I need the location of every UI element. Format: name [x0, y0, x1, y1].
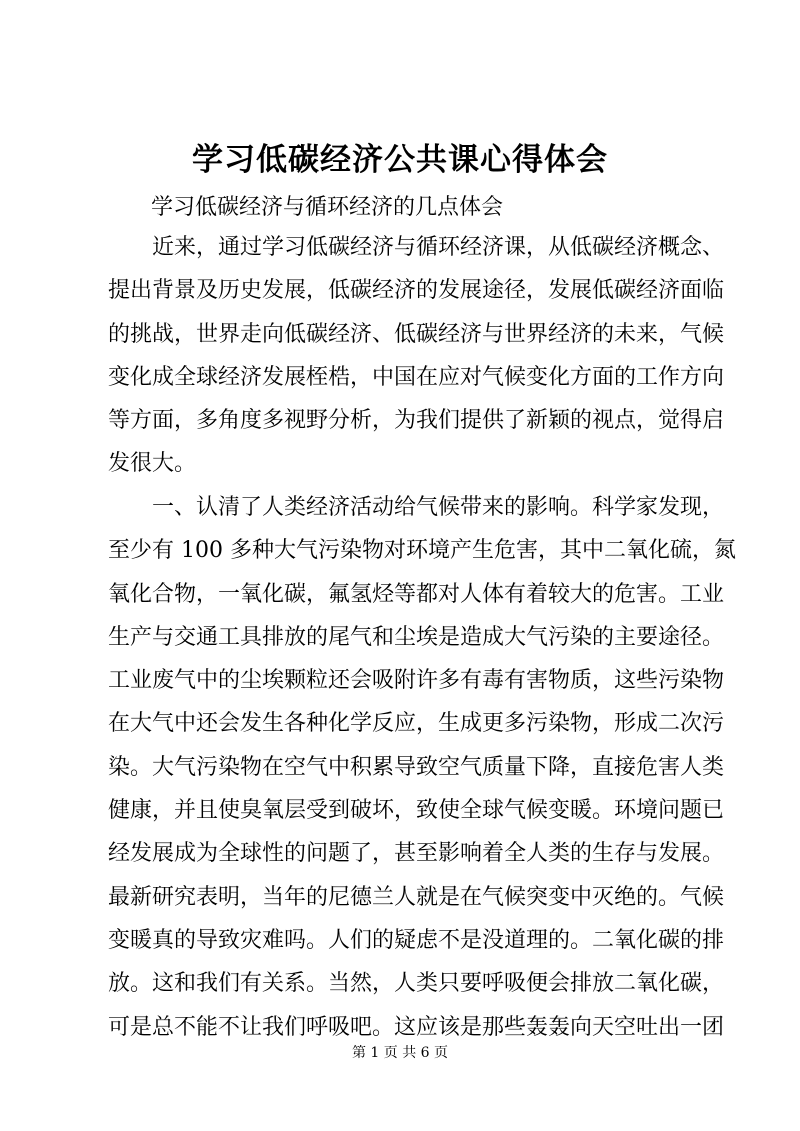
text-line: 氧化合物，一氧化碳，氟氢烃等都对人体有着较大的危害。工业	[108, 581, 725, 607]
paragraph-section-one	[108, 486, 736, 1049]
text-line: 提出背景及历史发展，低碳经济的发展途径，发展低碳经济面临	[108, 278, 725, 304]
text-line: 变暖真的导致灾难吗。人们的疑虑不是没道理的。二氧化碳的排	[108, 927, 725, 953]
text-line: 在大气中还会发生各种化学反应，生成更多污染物，形成二次污	[108, 711, 725, 737]
text-line: 经发展成为全球性的问题了，甚至影响着全人类的生存与发展。	[108, 841, 725, 867]
text-line: 生产与交通工具排放的尾气和尘埃是造成大气污染的主要途径。	[108, 624, 725, 650]
page-footer: 第 1 页 共 6 页	[351, 1045, 449, 1061]
text-line: 最新研究表明，当年的尼德兰人就是在气候突变中灭绝的。气候	[108, 884, 725, 910]
text-line: 可是总不能不让我们呼吸吧。这应该是那些轰轰向天空吐出一团	[108, 1014, 725, 1040]
paragraph-intro	[108, 226, 725, 486]
text-line: 工业废气中的尘埃颗粒还会吸附许多有毒有害物质，这些污染物	[108, 668, 725, 694]
text-line: 一、认清了人类经济活动给气候带来的影响。科学家发现，	[108, 495, 725, 520]
text-line: 变化成全球经济发展桎梏，中国在应对气候变化方面的工作方向	[108, 364, 725, 390]
document-subtitle: 学习低碳经济与循环经济的几点体会	[151, 195, 504, 220]
text-line: 的挑战，世界走向低碳经济、低碳经济与世界经济的未来，气候	[108, 321, 725, 347]
text-line: 发很大。	[108, 451, 197, 477]
document-title: 学习低碳经济公共课心得体会	[192, 142, 608, 178]
text-line: 健康，并且使臭氧层受到破坏，致使全球气候变暖。环境问题已	[108, 798, 725, 824]
text-line: 放。这和我们有关系。当然，人类只要呼吸便会排放二氧化碳，	[108, 971, 725, 997]
text-line: 染。大气污染物在空气中积累导致空气质量下降，直接危害人类	[108, 754, 725, 780]
text-line: 等方面，多角度多视野分析，为我们提供了新颖的视点，觉得启	[108, 408, 725, 434]
text-line: 近来，通过学习低碳经济与循环经济课，从低碳经济概念、	[108, 235, 725, 260]
text-line: 至少有 100 多种大气污染物对环境产生危害，其中二氧化硫，氮	[108, 538, 736, 564]
